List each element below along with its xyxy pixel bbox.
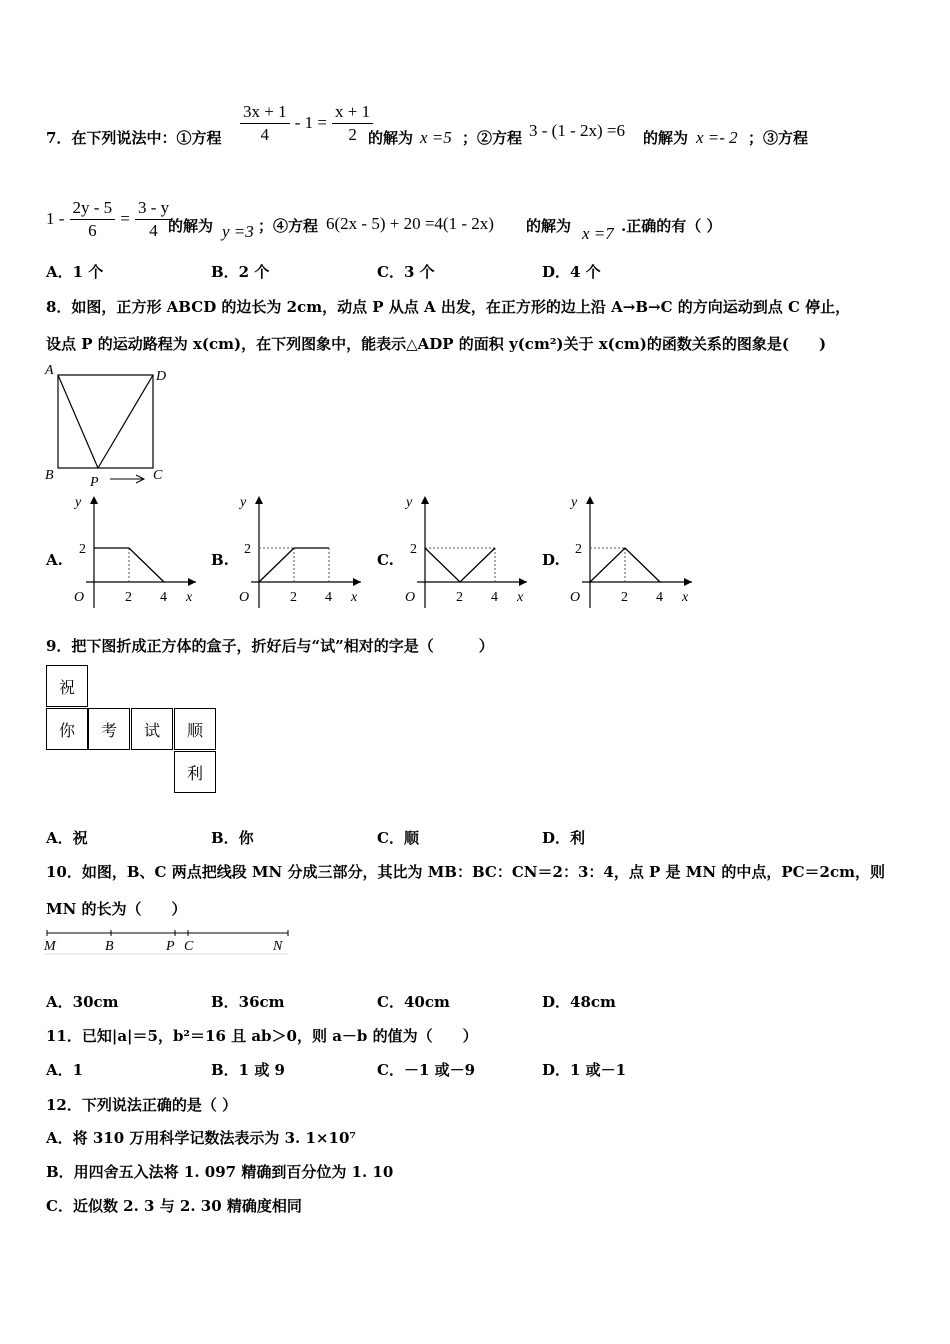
y-axis-arrow — [90, 496, 98, 504]
segment-dp — [98, 375, 153, 468]
origin-label: O — [570, 590, 581, 605]
cube-cell-6: 利 — [174, 751, 216, 793]
y-tick-label: 2 — [79, 542, 86, 557]
origin-label: O — [74, 590, 85, 605]
q8-line1: 8．如图，正方形 ABCD 的边长为 2cm，动点 P 从点 A 出发，在正方形的边上沿 A→B→C 的方向运动到点 C 停止， — [46, 298, 851, 316]
y-tick-label: 2 — [575, 542, 582, 557]
y-tick-label: 2 — [410, 542, 417, 557]
label-b: B — [45, 468, 54, 483]
y-axis-arrow — [586, 496, 594, 504]
q11-option-c: C．－1 或－9 — [377, 1061, 476, 1079]
segment-ap — [58, 375, 98, 468]
x-tick-4: 4 — [656, 590, 663, 605]
x-tick-4: 4 — [325, 590, 332, 605]
q7-eq4: 6(2x - 5) + 20 =4(1 - 2x) — [326, 214, 494, 233]
point-c: C — [184, 939, 194, 954]
cube-cell-1: 祝 — [46, 665, 88, 707]
graph-d — [564, 492, 696, 610]
x-axis-arrow — [188, 578, 196, 586]
x-label: x — [351, 590, 358, 605]
label-p: P — [90, 475, 99, 490]
x-axis-arrow — [519, 578, 527, 586]
y-tick-label: 2 — [244, 542, 251, 557]
cube-cell-4: 试 — [131, 708, 173, 750]
q12-option-a: A．将 310 万用科学记数法表示为 3. 1×10⁷ — [46, 1129, 356, 1147]
label-a: A — [45, 363, 54, 378]
q9-stem: 9．把下图折成正方体的盒子，折好后与“试”相对的字是（ ） — [46, 637, 494, 655]
x-tick-2: 2 — [290, 590, 297, 605]
label-d: D — [156, 369, 167, 384]
q11-stem: 11．已知|a|＝5，b²＝16 且 ab＞0，则 a－b 的值为（ ） — [46, 1027, 478, 1045]
q8-option-c: C. — [377, 551, 394, 569]
x-axis-arrow — [684, 578, 692, 586]
q11-option-b: B．1 或 9 — [211, 1061, 285, 1079]
q7-eq1: $\frac{3x + 1}{4}$ - 1 = $\frac{x + 1}{2}$ — [240, 101, 373, 146]
q9-option-c: C．顺 — [377, 829, 419, 847]
y-label: y — [406, 495, 413, 510]
cube-cell-3: 考 — [88, 708, 130, 750]
origin-label: O — [239, 590, 250, 605]
x-tick-4: 4 — [491, 590, 498, 605]
q7-eq3: 1 - $\frac{2y - 5}{6}$ = $\frac{3 - y}{4}$ — [46, 197, 172, 242]
q7-option-c: C．3 个 — [377, 263, 435, 281]
q7-option-a: A．1 个 — [46, 263, 104, 281]
x-tick-2: 2 — [456, 590, 463, 605]
q8-option-d: D. — [542, 551, 560, 569]
segment-figure — [42, 925, 292, 957]
y-label: y — [571, 495, 578, 510]
graph-a — [68, 492, 200, 610]
point-p: P — [166, 939, 175, 954]
x-axis-arrow — [353, 578, 361, 586]
point-b: B — [105, 939, 114, 954]
x-tick-2: 2 — [621, 590, 628, 605]
q9-option-b: B．你 — [211, 829, 254, 847]
graph-b — [233, 492, 365, 610]
q7-option-b: B．2 个 — [211, 263, 270, 281]
q10-option-a: A．30cm — [46, 993, 119, 1011]
q7-lead: 7．在下列说法中：①方程 — [46, 129, 222, 147]
q12-option-c: C．近似数 2. 3 与 2. 30 精确度相同 — [46, 1197, 302, 1215]
graph-c — [399, 492, 531, 610]
q10-line2: MN 的长为（ ） — [46, 900, 187, 918]
q7-sol4: x =7 — [582, 224, 614, 243]
point-m: M — [44, 939, 56, 954]
q9-option-a: A．祝 — [46, 829, 88, 847]
x-label: x — [517, 590, 524, 605]
q7-sol3: y =3 — [222, 222, 254, 241]
q8-option-b: B. — [211, 551, 229, 569]
q8-line2: 设点 P 的运动路程为 x(cm)，在下列图象中，能表示△ADP 的面积 y(cm²)关于 x(cm)的函数关系的图象是( ) — [46, 335, 827, 353]
label-c: C — [153, 468, 163, 483]
q10-option-d: D．48cm — [542, 993, 616, 1011]
q12-stem: 12．下列说法正确的是（ ） — [46, 1096, 238, 1114]
q7-eq2: 3 - (1 - 2x) =6 — [529, 121, 625, 140]
origin-label: O — [405, 590, 416, 605]
q7-option-d: D．4 个 — [542, 263, 601, 281]
q9-option-d: D．利 — [542, 829, 586, 847]
x-label: x — [682, 590, 689, 605]
function-line — [425, 548, 495, 582]
y-label: y — [240, 495, 247, 510]
cube-cell-2: 你 — [46, 708, 88, 750]
q12-option-b: B．用四舍五入法将 1. 097 精确到百分位为 1. 10 — [46, 1163, 394, 1181]
q11-option-d: D．1 或－1 — [542, 1061, 627, 1079]
point-n: N — [273, 939, 283, 954]
q10-option-b: B．36cm — [211, 993, 285, 1011]
x-tick-4: 4 — [160, 590, 167, 605]
y-label: y — [75, 495, 82, 510]
x-label: x — [186, 590, 193, 605]
x-tick-2: 2 — [125, 590, 132, 605]
y-axis-arrow — [255, 496, 263, 504]
square-figure — [40, 362, 180, 490]
square-abcd — [58, 375, 153, 468]
q8-option-a: A. — [46, 551, 63, 569]
q7-sol1: x =5 — [420, 128, 452, 147]
q10-line1: 10．如图，B、C 两点把线段 MN 分成三部分，其比为 MB：BC：CN＝2：3：4，点 P 是 MN 的中点，PC＝2cm，则 — [46, 863, 885, 881]
y-axis-arrow — [421, 496, 429, 504]
q7-sol2: x =- 2 — [696, 128, 738, 147]
q11-option-a: A．1 — [46, 1061, 84, 1079]
cube-cell-5: 顺 — [174, 708, 216, 750]
q10-option-c: C．40cm — [377, 993, 450, 1011]
